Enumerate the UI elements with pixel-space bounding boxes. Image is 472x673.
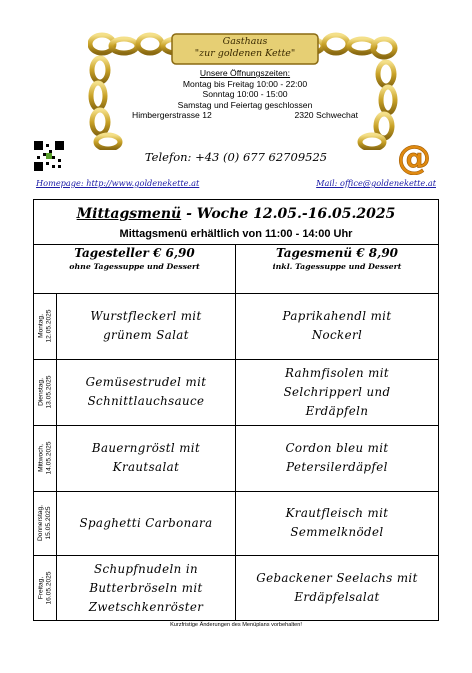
dish-teller: Spaghetti Carbonara <box>79 515 213 530</box>
day-name: Freitag, <box>37 576 45 600</box>
dish-teller: Schupfnudeln in Butterbröseln mit Zwetschkenröster <box>88 561 204 614</box>
subtitle-menu: inkl. Tagessuppe und Dessert <box>272 262 402 271</box>
day-label <box>34 492 56 554</box>
day-name: Donnerstag, <box>37 505 45 541</box>
day-date: 16.05.2025 <box>45 571 53 605</box>
email-link[interactable]: Mail: office@goldenekette.at <box>316 178 436 188</box>
day-label <box>34 556 56 620</box>
day-name: Dienstag, <box>37 378 45 406</box>
day-date: 12.05.2025 <box>45 309 53 343</box>
phone-number: Telefon: +43 (0) 677 62709525 <box>144 150 328 164</box>
day-date: 14.05.2025 <box>45 441 53 475</box>
dish-menu: Cordon bleu mit Petersilerdäpfel <box>285 441 389 474</box>
dish-menu: Gebackener Seelachs mit Erdäpfelsalat <box>256 571 418 604</box>
hours-line: Sonntag 10:00 - 15:00 <box>202 89 288 100</box>
address <box>132 110 358 121</box>
menu-grid <box>34 244 438 620</box>
hours-line: Montag bis Freitag 10:00 - 22:00 <box>182 78 308 89</box>
email-at-icon <box>397 141 431 175</box>
day-date: 13.05.2025 <box>45 375 53 409</box>
city: 2320 Schwechat <box>294 110 358 121</box>
dish-teller: Bauerngröstl mit Krautsalat <box>91 441 201 474</box>
lunch-menu-table <box>33 199 439 621</box>
menu-title-week: - Woche 12.05.-16.05.2025 <box>181 206 396 222</box>
hours-line: Samstag und Feiertag geschlossen <box>177 99 313 110</box>
street: Himbergerstrasse 12 <box>132 110 212 121</box>
day-label <box>34 426 56 490</box>
day-label <box>34 294 56 358</box>
day-name: Montag, <box>37 314 45 338</box>
sign-line-1: Gasthaus <box>222 36 268 47</box>
day-label <box>34 360 56 424</box>
hours-title: Unsere Öffnungszeiten: <box>199 68 291 78</box>
dish-menu: Paprikahendl mit Nockerl <box>282 309 392 342</box>
day-date: 15.05.2025 <box>45 506 53 540</box>
day-name: Mittwoch, <box>37 444 45 472</box>
footnote: Kurzfristige Änderungen des Menüplans vorbehalten! <box>170 622 302 628</box>
dish-menu: Rahmfisolen mit Selchripperl und Erdäpfeln <box>283 365 391 418</box>
availability-note: Mittagsmenü erhältlich von 11:00 - 14:00 Uhr <box>119 228 353 240</box>
dish-teller: Gemüsestrudel mit Schnittlauchsauce <box>85 375 207 408</box>
sign-line-2: "zur goldenen Kette" <box>194 48 296 59</box>
letterhead <box>0 0 472 200</box>
price-menu: Tagesmenü € 8,90 <box>275 246 399 260</box>
homepage-link[interactable]: Homepage: http://www.goldenekette.at <box>36 178 200 188</box>
svg-text:@: @ <box>397 141 431 175</box>
opening-hours <box>132 68 358 121</box>
price-teller: Tagesteller € 6,90 <box>74 246 195 260</box>
column-header-menu <box>236 245 438 273</box>
sign-plate <box>172 36 318 64</box>
dish-menu: Krautfleisch mit Semmelknödel <box>285 506 389 539</box>
subtitle-teller: ohne Tagessuppe und Dessert <box>69 262 200 271</box>
column-header-teller <box>34 245 235 273</box>
dish-teller: Wurstfleckerl mit grünem Salat <box>90 309 202 342</box>
menu-title <box>34 201 438 227</box>
menu-title-main: Mittagsmenü <box>76 206 182 222</box>
